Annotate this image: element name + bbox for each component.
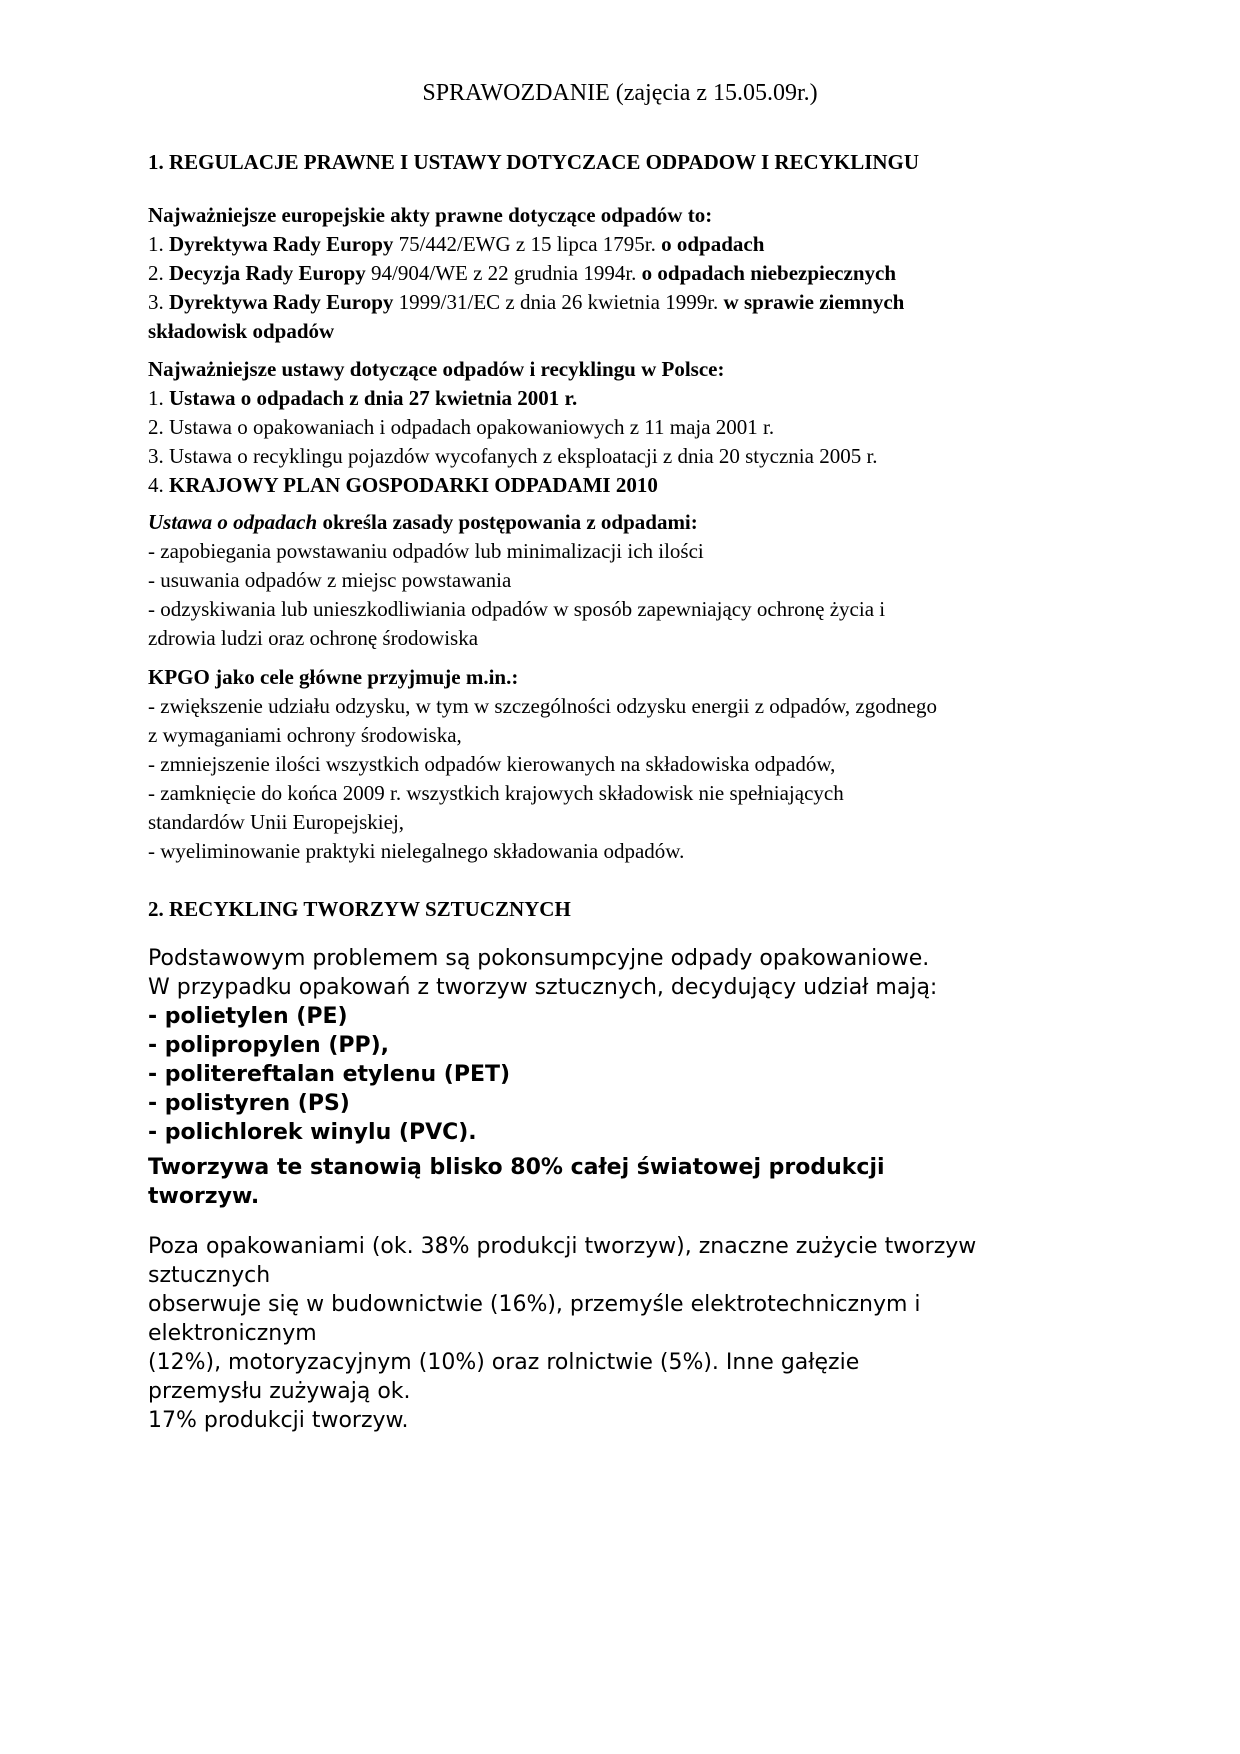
title-sub: (zajęcia z 15.05.09r.) [615,80,818,106]
ustawa-line: - usuwania odpadów z miejsc powstawania [148,568,512,592]
kpgo-line: - zamknięcie do końca 2009 r. wszystkich krajowych składowisk nie spełniających [148,781,844,805]
section2-heading: 2. RECYKLING TWORZYW SZTUCZNYCH [148,897,571,921]
ustawa-line: - zapobiegania powstawaniu odpadów lub minimalizacji ich ilości [148,539,704,563]
eu-act-item-continuation: składowisk odpadów [148,319,335,343]
intro-line: Podstawowym problemem są pokonsumpcyjne odpady opakowaniowe. [148,946,930,971]
eu-act-item: 2. Decyzja Rady Europy 94/904/WE z 22 grudnia 1994r. o odpadach niebezpiecznych [148,261,897,285]
ustawa-line: zdrowia ludzi oraz ochronę środowiska [148,626,479,650]
usage-line: przemysłu zużywają ok. [148,1379,411,1404]
document-title [0,78,1240,108]
plastic-item: - polietylen (PE) [148,1004,348,1029]
plastic-item: - polichlorek winylu (PVC). [148,1120,477,1145]
usage-line: sztucznych [148,1263,271,1288]
section1-heading: 1. REGULACJE PRAWNE I USTAWY DOTYCZACE ODPADOW I RECYKLINGU [148,150,920,174]
ustawa-block [148,508,1108,653]
intro-line: W przypadku opakowań z tworzyw sztucznych, decydujący udział mają: [148,975,938,1000]
kpgo-heading: KPGO jako cele główne przyjmuje m.in.: [148,665,519,689]
usage-line: 17% produkcji tworzyw. [148,1408,409,1433]
kpgo-line: - zwiększenie udziału odzysku, w tym w szczególności odzysku energii z odpadów, zgodnego [148,694,938,718]
pl-act-item: 1. Ustawa o odpadach z dnia 27 kwietnia 2001 r. [148,386,578,410]
kpgo-line: z wymaganiami ochrony środowiska, [148,723,462,747]
usage-line: Poza opakowaniami (ok. 38% produkcji tworzyw), znaczne zużycie tworzyw [148,1234,977,1259]
share-paragraph [148,1153,1108,1211]
share-line: tworzyw. [148,1184,260,1209]
plastic-item: - polipropylen (PP), [148,1033,390,1058]
pl-acts-heading: Najważniejsze ustawy dotyczące odpadów i recyklingu w Polsce: [148,357,725,381]
eu-act-item: 1. Dyrektywa Rady Europy 75/442/EWG z 15 lipca 1795r. o odpadach [148,232,765,256]
usage-line: (12%), motoryzacyjnym (10%) oraz rolnictwie (5%). Inne gałęzie [148,1350,860,1375]
eu-acts-heading: Najważniejsze europejskie akty prawne dotyczące odpadów to: [148,203,713,227]
kpgo-line: standardów Unii Europejskiej, [148,810,405,834]
kpgo-line: - zmniejszenie ilości wszystkich odpadów kierowanych na składowiska odpadów, [148,752,836,776]
usage-paragraph [148,1232,1108,1435]
ustawa-heading: Ustawa o odpadach określa zasady postępowania z odpadami: [148,510,698,534]
pl-acts-block [148,355,1108,500]
pl-act-item: 2. Ustawa o opakowaniach i odpadach opakowaniowych z 11 maja 2001 r. [148,415,775,439]
kpgo-block [148,663,1108,866]
section2-intro [148,944,1108,1147]
pl-act-item: 3. Ustawa o recyklingu pojazdów wycofanych z eksploatacji z dnia 20 stycznia 2005 r. [148,444,878,468]
usage-line: elektronicznym [148,1321,317,1346]
pl-act-item: 4. KRAJOWY PLAN GOSPODARKI ODPADAMI 2010 [148,473,658,497]
kpgo-line: - wyeliminowanie praktyki nielegalnego składowania odpadów. [148,839,685,863]
plastic-item: - polistyren (PS) [148,1091,350,1116]
eu-act-item: 3. Dyrektywa Rady Europy 1999/31/EC z dnia 26 kwietnia 1999r. w sprawie ziemnych [148,290,905,314]
usage-line: obserwuje się w budownictwie (16%), przemyśle elektrotechnicznym i [148,1292,921,1317]
eu-acts-block [148,201,1108,346]
ustawa-line: - odzyskiwania lub unieszkodliwiania odpadów w sposób zapewniający ochronę życia i [148,597,886,621]
title-main: SPRAWOZDANIE [422,80,610,106]
share-line: Tworzywa te stanowią blisko 80% całej światowej produkcji [148,1155,885,1180]
plastic-item: - politereftalan etylenu (PET) [148,1062,511,1087]
